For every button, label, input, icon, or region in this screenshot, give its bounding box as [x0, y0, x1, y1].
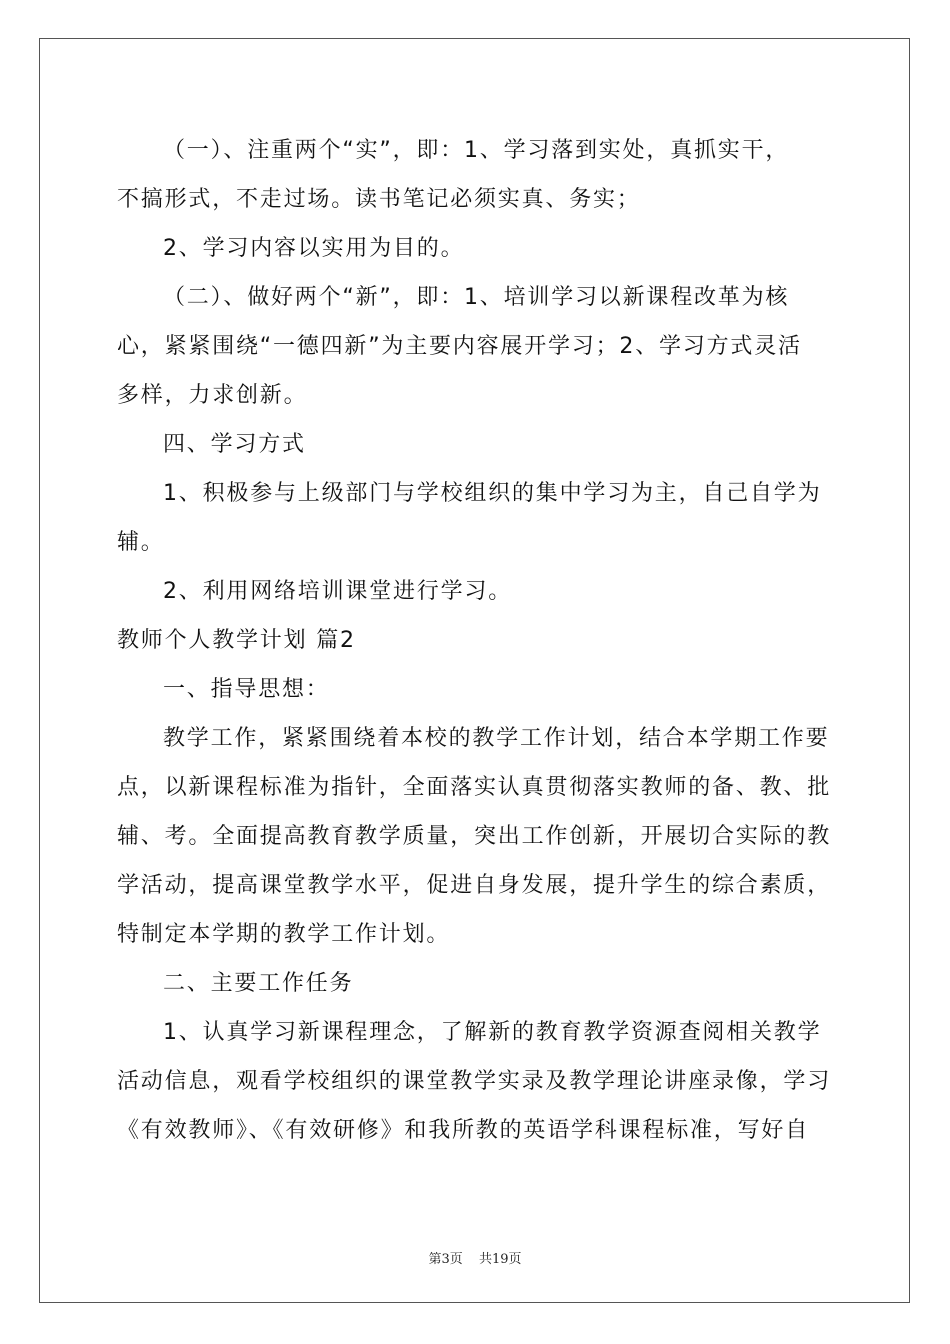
text-line: 特制定本学期的教学工作计划。 — [117, 922, 451, 947]
text-line: 不搞形式，不走过场。读书笔记必须实真、务实； — [117, 187, 641, 212]
section-heading: 一、指导思想： — [163, 677, 330, 702]
document-title: 教师个人教学计划 篇2 — [117, 628, 356, 653]
text-line: 多样，力求创新。 — [117, 383, 308, 408]
section-heading: 二、主要工作任务 — [163, 971, 354, 996]
text-line: 心，紧紧围绕“一德四新”为主要内容展开学习；2、学习方式灵活 — [117, 334, 802, 359]
text-line: 1、积极参与上级部门与学校组织的集中学习为主，自己自学为 — [163, 481, 822, 506]
text-line: （二）、做好两个“新”，即：1、培训学习以新课程改革为核 — [163, 285, 790, 310]
text-line: 教学工作，紧紧围绕着本校的教学工作计划，结合本学期工作要 — [163, 726, 830, 751]
section-heading: 四、学习方式 — [163, 432, 306, 457]
document-body — [117, 126, 833, 1155]
text-line: 《有效教师》、《有效研修》和我所教的英语学科课程标准，写好自 — [117, 1118, 810, 1143]
text-line: 点，以新课程标准为指针，全面落实认真贯彻落实教师的备、教、批 — [117, 775, 832, 800]
text-line: 辅。 — [117, 530, 165, 555]
text-line: 活动信息，观看学校组织的课堂教学实录及教学理论讲座录像，学习 — [117, 1069, 832, 1094]
text-line: 学活动，提高课堂教学水平，促进自身发展，提升学生的综合素质， — [117, 873, 832, 898]
text-line: 辅、考。全面提高教育教学质量，突出工作创新，开展切合实际的教 — [117, 824, 832, 849]
page-footer — [0, 1248, 950, 1267]
text-line: 1、认真学习新课程理念，了解新的教育教学资源查阅相关教学 — [163, 1020, 822, 1045]
page-number: 第3页 — [428, 1252, 463, 1267]
page-total: 共19页 — [478, 1252, 522, 1267]
text-line: 2、学习内容以实用为目的。 — [163, 236, 465, 261]
text-line: 2、利用网络培训课堂进行学习。 — [163, 579, 512, 604]
text-line: （一）、注重两个“实”，即：1、学习落到实处，真抓实干， — [163, 138, 790, 163]
